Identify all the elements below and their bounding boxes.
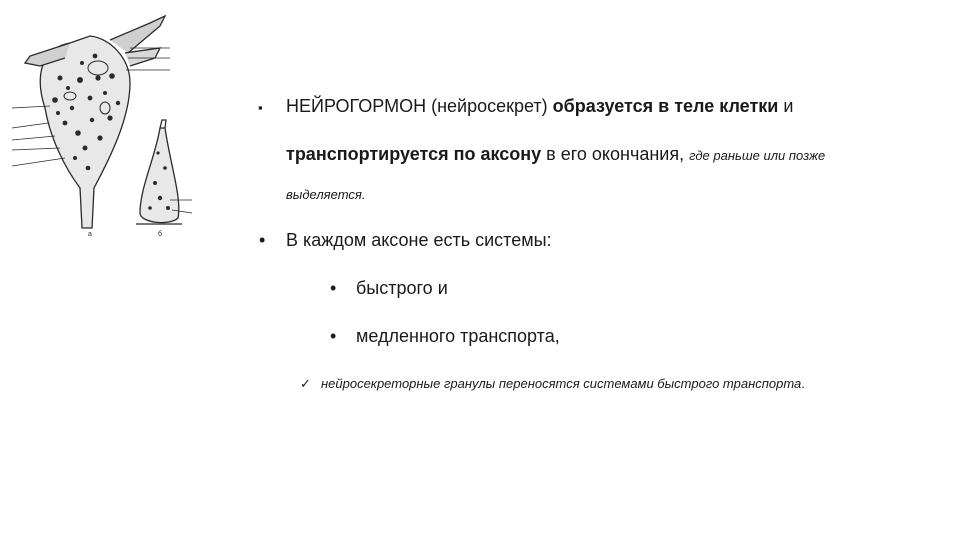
paragraph-4: В каждом аксоне есть системы: bbox=[286, 230, 552, 250]
dot-bullet-icon-sub1: • bbox=[330, 278, 337, 298]
sub-item-slow: медленного транспорта, bbox=[356, 326, 560, 346]
large-cell-process-right bbox=[110, 16, 165, 53]
term-neurohormone: НЕЙРОГОРМОН bbox=[286, 96, 427, 116]
paragraph-2 bbox=[286, 144, 825, 165]
neurosecretory-cell-illustration bbox=[10, 8, 210, 240]
bold-transported-by-axon: транспортируется по аксону bbox=[286, 144, 542, 164]
small-cell-body bbox=[140, 128, 179, 223]
dot-bullet-icon: • bbox=[259, 230, 266, 250]
text-and: и bbox=[778, 96, 794, 116]
italic-granules: нейросекреторные гранулы переносятся системами быстрого транспорта bbox=[321, 376, 802, 391]
paragraph-granules bbox=[321, 376, 805, 391]
text-to-endings: в его окончания, bbox=[541, 144, 690, 164]
paragraph-3 bbox=[286, 187, 365, 202]
term-neurosecret: (нейросекрет) bbox=[426, 96, 553, 116]
large-cell-body bbox=[40, 36, 130, 228]
italic-released: выделяется. bbox=[286, 187, 366, 202]
figure-label-a: а bbox=[88, 231, 92, 238]
square-bullet-icon: ▪ bbox=[258, 100, 263, 115]
figure-label-b: б bbox=[158, 231, 163, 238]
check-icon: ✓ bbox=[300, 376, 311, 391]
dot-bullet-icon-sub2: • bbox=[330, 326, 337, 346]
period: . bbox=[801, 376, 805, 391]
paragraph-1 bbox=[286, 96, 793, 117]
bold-formed-in-body: образуется в теле клетки bbox=[552, 96, 779, 116]
italic-sooner-or-later: где раньше или позже bbox=[689, 148, 826, 163]
small-cell-process bbox=[160, 120, 166, 128]
sub-item-fast: быстрого и bbox=[356, 278, 448, 298]
